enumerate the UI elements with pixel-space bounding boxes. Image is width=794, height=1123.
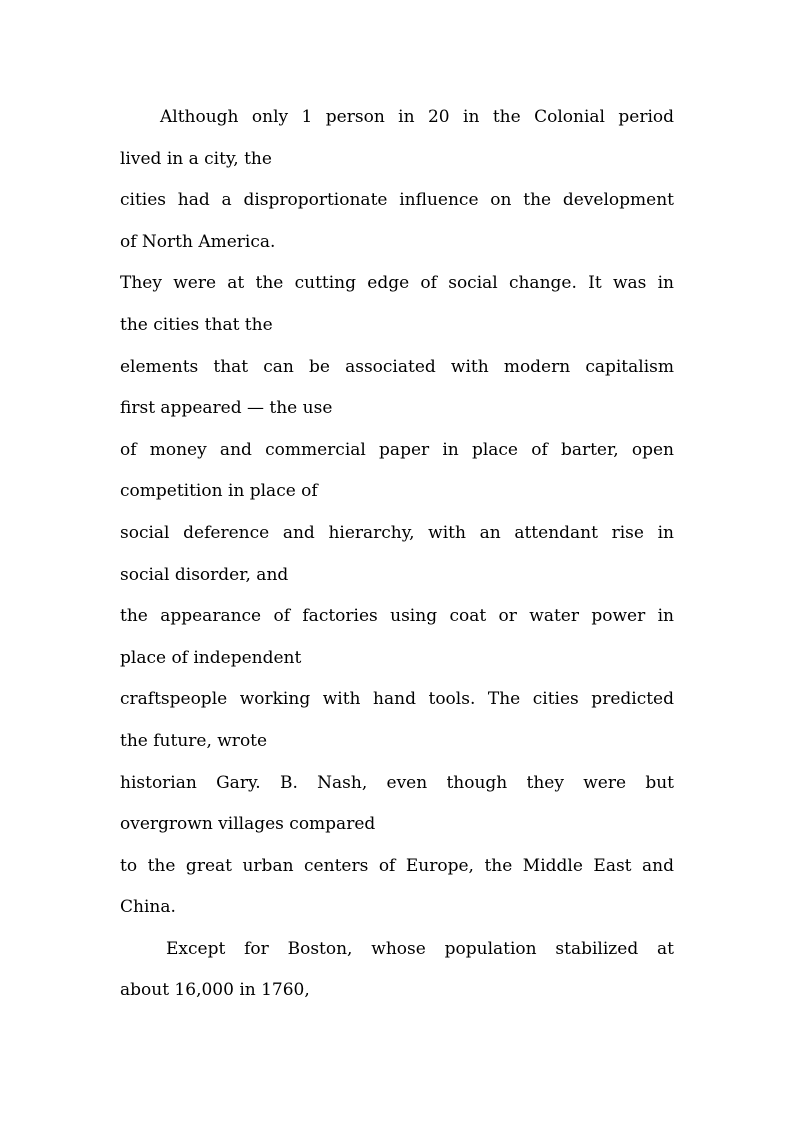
text-line: historian Gary. B. Nash, even though they were but [120, 772, 674, 793]
text-line: of money and commercial paper in place of barter, open [120, 439, 674, 460]
body-text [120, 97, 674, 1012]
text-line: overgrown villages compared [120, 814, 376, 835]
text-line: the cities that the [120, 314, 273, 335]
text-line: competition in place of [120, 481, 318, 502]
text-line: They were at the cutting edge of social change. It was in [120, 273, 674, 294]
text-line: social deference and hierarchy, with an attendant rise in [120, 522, 674, 543]
text-line: elements that can be associated with modern capitalism [120, 356, 674, 377]
text-line: place of independent [120, 647, 302, 668]
text-line: cities had a disproportionate influence on the development [120, 190, 674, 211]
text-line: Except for Boston, whose population stabilized at [166, 938, 674, 959]
text-line: lived in a city, the [120, 148, 272, 169]
text-line: the future, wrote [120, 730, 268, 751]
text-line: China. [120, 897, 176, 918]
text-line: social disorder, and [120, 564, 289, 585]
text-line: first appeared — the use [120, 398, 333, 419]
text-line: about 16,000 in 1760, [120, 980, 310, 1001]
text-line: of North America. [120, 231, 276, 252]
text-line: craftspeople working with hand tools. The cities predicted [120, 689, 674, 710]
text-line: to the great urban centers of Europe, the Middle East and [120, 855, 674, 876]
text-line: Although only 1 person in 20 in the Colonial period [160, 107, 674, 127]
text-line: the appearance of factories using coat or water power in [120, 606, 674, 627]
